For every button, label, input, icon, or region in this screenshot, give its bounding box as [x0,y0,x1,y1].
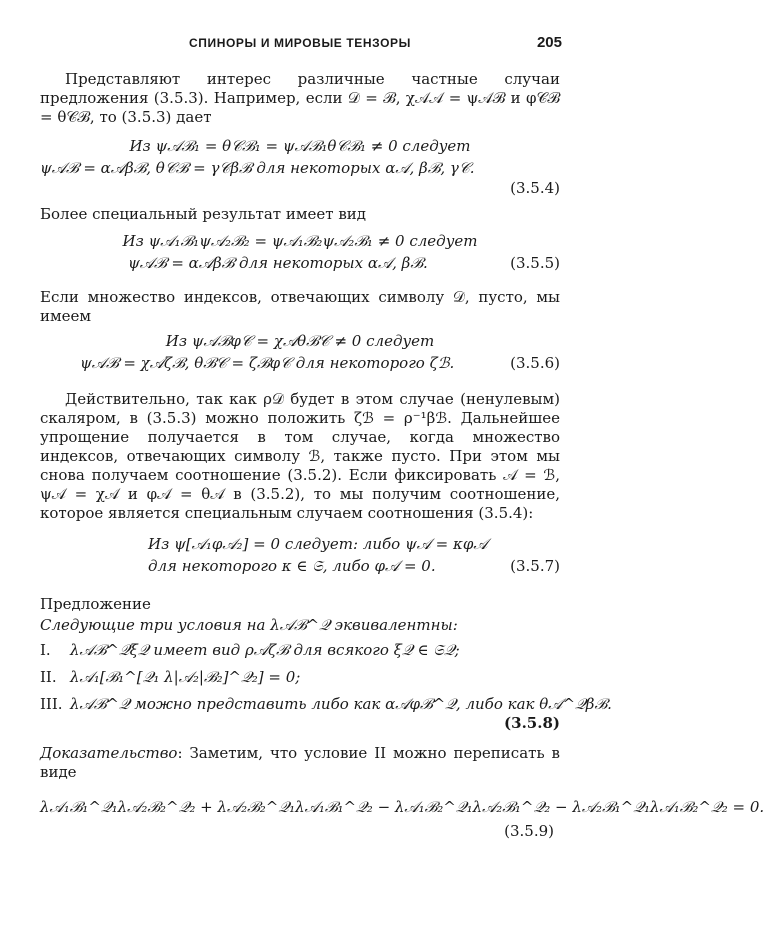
proposition-statement: Следующие три условия на λ𝒜ℬ^𝒬 эквивалентны: [40,616,458,634]
equation-line: ψ𝒜ℬ = α𝒜βℬ, θ𝒞ℬ = γ𝒞βℬ для некоторых α𝒜, βℬ, γ𝒞. [40,159,475,177]
equation-number: (3.5.8) [504,714,560,732]
condition-text: λ𝒜ℬ^𝒬ξ𝒬 имеет вид ρ𝒜ζℬ для всякого ξ𝒬 ∈ 𝔖𝒬; [70,641,460,659]
condition-number: II. [40,668,57,686]
running-title: СПИНОРЫ И МИРОВЫЕ ТЕНЗОРЫ [189,36,411,50]
proposition-heading: Предложение [40,595,151,613]
proof-text: : Заметим, что условие II можно переписать в виде [40,744,560,781]
proof-paragraph [40,744,560,782]
equation-number: (3.5.9) [504,822,554,840]
condition-text: λ𝒜ℬ^𝒬 можно представить либо как α𝒜φℬ^𝒬, либо как θ𝒜^𝒬βℬ. [70,695,612,713]
equation-line: для некоторого κ ∈ 𝔖, либо φ𝒜 = 0. [148,557,436,575]
equation-number: (3.5.6) [510,354,560,372]
equation-line: Из ψ[𝒜₁φ𝒜₂] = 0 следует: либо ψ𝒜 = κφ𝒜 [148,535,488,553]
page-body [40,70,764,846]
condition-number: III. [40,695,63,713]
equation-number: (3.5.4) [510,179,560,197]
intro-paragraph: Представляют интерес различные частные случаи предложения (3.5.3). Например, если 𝒟 = ℬ, χ𝒜𝒜 = ψ𝒜ℬ и φ𝒞ℬ = θ𝒞ℬ, то (3.5.3) дает [40,70,560,126]
equation-line: ψ𝒜ℬ = α𝒜βℬ для некоторых α𝒜, βℬ. [128,254,428,272]
proof-label: Доказательство [40,744,178,762]
equation-number: (3.5.5) [510,254,560,272]
equation-3-5-9: λ𝒜₁ℬ₁^𝒬₁λ𝒜₂ℬ₂^𝒬₂ + λ𝒜₂ℬ₂^𝒬₁λ𝒜₁ℬ₁^𝒬₂ − λ𝒜₁ℬ₂^𝒬₁λ𝒜₂ℬ₁^𝒬₂ − λ𝒜₂ℬ₁^𝒬₁λ𝒜₁ℬ₂^𝒬₂ = 0. [40,798,764,816]
equation-3-5-5 [40,230,560,274]
conditions-list [40,637,612,736]
equation-line: Из ψ𝒜ℬφ𝒞 = χ𝒜θℬ𝒞 ≠ 0 следует [165,332,435,350]
equation-line: Из ψ𝒜₁ℬ₁ψ𝒜₂ℬ₂ = ψ𝒜₁ℬ₂ψ𝒜₂ℬ₁ ≠ 0 следует [122,232,478,250]
paragraph: Если множество индексов, отвечающих символу 𝒟, пусто, мы имеем [40,288,560,325]
paragraph: Более специальный результат имеет вид [40,205,367,223]
equation-number: (3.5.7) [510,557,560,575]
equation-line: Из ψ𝒜ℬ₁ = θ𝒞ℬ₁ = ψ𝒜ℬ₁θ𝒞ℬ₁ ≠ 0 следует [129,137,471,155]
condition-number: I. [40,641,51,659]
equation-line: ψ𝒜ℬ = χ𝒜ζℬ, θℬ𝒞 = ζℬφ𝒞 для некоторого ζℬ. [80,354,455,372]
paragraph: Действительно, так как ρ𝒟 будет в этом случае (ненулевым) скаляром, в (3.5.3) можно положить ζℬ = ρ⁻¹βℬ. Дальнейшее упрощение получается в том случае, когда множество индексов, отвечающих символу ℬ, также пусто. При этом мы снова получаем соотношение (3.5.2). Если фиксировать 𝒜 = ℬ, ψ𝒜 = χ𝒜 и φ𝒜 = θ𝒜 в (3.5.2), то мы получим соотношение, которое является специальным случаем соотношения (3.5.4): [40,390,560,522]
page-number: 205 [536,34,562,51]
equation-3-5-4 [40,135,560,199]
running-header [0,36,600,58]
condition-item [40,637,560,664]
condition-item [40,664,560,691]
condition-item [40,691,612,718]
condition-text: λ𝒜₁[ℬ₁^[𝒬₁ λ|𝒜₂|ℬ₂]^𝒬₂] = 0; [70,668,301,686]
equation-3-5-6 [40,330,560,374]
equation-3-5-7 [40,533,560,577]
